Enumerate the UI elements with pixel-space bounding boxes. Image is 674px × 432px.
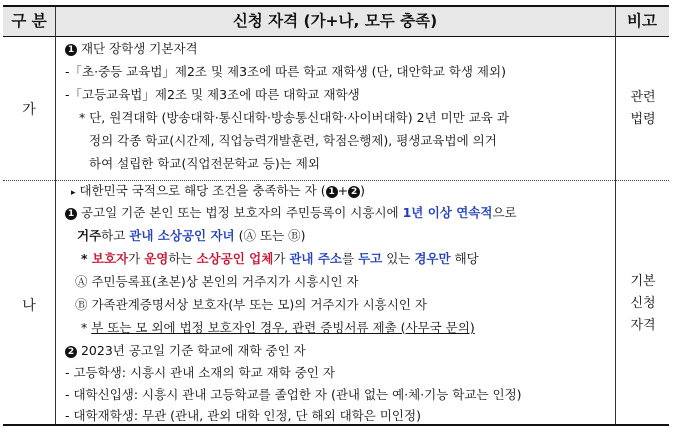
column-divider <box>55 7 56 424</box>
eligibility-table <box>3 5 669 426</box>
na-c1-option-a: Ⓐ 주민등록표(초본)상 본인의 거주지가 시흥시인 자 <box>75 274 359 289</box>
header-qualification: 신청 자격 (가+나, 모두 충족) <box>232 12 438 30</box>
text: 를 <box>342 251 355 266</box>
plus-text: + <box>337 183 349 198</box>
na-c2-line-1: - 고등학생: 시흥시 관내 소재의 학교 재학 중인 자 <box>65 365 335 380</box>
na-c1-option-b: Ⓑ 가족관계증명서상 보호자(부 또는 모)의 거주지가 시흥시인 자 <box>75 297 427 312</box>
text: 으로 <box>492 205 517 220</box>
text: 있는 <box>386 251 411 266</box>
na-c1-line-3 <box>81 249 479 269</box>
note-line: 관련 <box>630 90 656 105</box>
number-badge: 2 <box>348 186 360 198</box>
ga-line-1: -「초·중등 교육법」제2조 및 제3조에 따른 학교 재학생 (단, 대안학교 학생 제외) <box>65 64 506 79</box>
note-line: 법령 <box>630 112 656 127</box>
underlined-note: 부 또는 모 외에 법정 보호자인 경우, 관련 증빙서류 제출 (사무국 문의) <box>91 320 475 335</box>
row-na-category: 나 <box>22 298 36 314</box>
text: 가 <box>128 251 141 266</box>
asterisk: * <box>81 320 88 335</box>
note-line: 기본 <box>630 274 656 289</box>
na-intro-line <box>71 181 365 203</box>
na-c2-title-line <box>65 341 306 361</box>
note-line: 자격 <box>630 318 656 333</box>
text: 가 <box>273 251 286 266</box>
text: 2023년 공고일 기준 학교에 재학 중인 자 <box>80 343 306 358</box>
row-na-note <box>617 271 669 337</box>
text: 공고일 기준 본인 또는 법정 보호자의 주민등록이 시흥시에 <box>80 205 399 220</box>
note-line: 신청 <box>630 296 656 311</box>
row-ga-note <box>617 87 669 131</box>
ga-line-3: * 단, 원격대학 (방송대학·통신대학·방송통신대학·사이버대학) 2년 미만 교육 과 <box>79 110 509 125</box>
row-ga-category: 가 <box>22 102 36 118</box>
na-c2-line-3: - 대학재학생: 무관 (관내, 관외 대학 인정, 단 해외 대학은 미인정) <box>65 408 421 423</box>
highlight-text: 소상공인 업체 <box>196 251 274 266</box>
header-category: 구 분 <box>11 12 47 30</box>
column-divider <box>615 7 616 424</box>
na-intro-text: 대한민국 국적으로 해당 조건을 충족하는 자 ( <box>79 183 326 198</box>
ga-line-2: -「고등교육법」제2조 및 제3조에 따른 대학교 재학생 <box>65 87 360 102</box>
triangle-icon: ▸ <box>71 188 76 198</box>
highlight-text: 보호자 <box>91 251 129 266</box>
na-c1-note <box>81 318 475 338</box>
number-badge: 1 <box>65 208 77 220</box>
text: (Ⓐ 또는 Ⓑ) <box>238 228 306 243</box>
close-paren: ) <box>360 183 365 198</box>
text: 하고 <box>101 228 126 243</box>
text: 해당 <box>454 251 479 266</box>
text: 거주 <box>77 228 102 243</box>
ga-title-line <box>65 39 198 59</box>
number-badge: 1 <box>65 44 77 56</box>
highlight-text: 운영 <box>144 251 169 266</box>
table-header <box>3 7 669 37</box>
asterisk: * <box>81 251 92 266</box>
header-remarks: 비고 <box>627 12 657 30</box>
highlight-text: 관내 주소 <box>289 251 343 266</box>
ga-line-5: 하여 설립한 학교(직업전문학교 등)는 제외 <box>89 156 320 171</box>
highlight-text: 두고 <box>358 251 383 266</box>
highlight-text: 관내 소상공인 자녀 <box>129 228 235 243</box>
text: 하는 <box>168 251 193 266</box>
number-badge: 1 <box>326 186 338 198</box>
number-badge: 2 <box>65 346 77 358</box>
ga-line-4: 정의 각종 학교(시간제, 직업능력개발훈련, 학점은행제), 평생교육법에 의거 <box>89 133 497 148</box>
highlight-text: 경우만 <box>414 251 451 266</box>
na-c1-line-2 <box>77 226 305 246</box>
na-c2-line-2: - 대학신입생: 시흥시 관내 고등학교를 졸업한 자 (관내 없는 예·체·기능 학교는 인정) <box>65 387 522 402</box>
ga-title: 재단 장학생 기본자격 <box>80 41 198 56</box>
na-c1-line-1 <box>65 203 517 223</box>
highlight-text: 1년 이상 연속적 <box>402 205 493 220</box>
